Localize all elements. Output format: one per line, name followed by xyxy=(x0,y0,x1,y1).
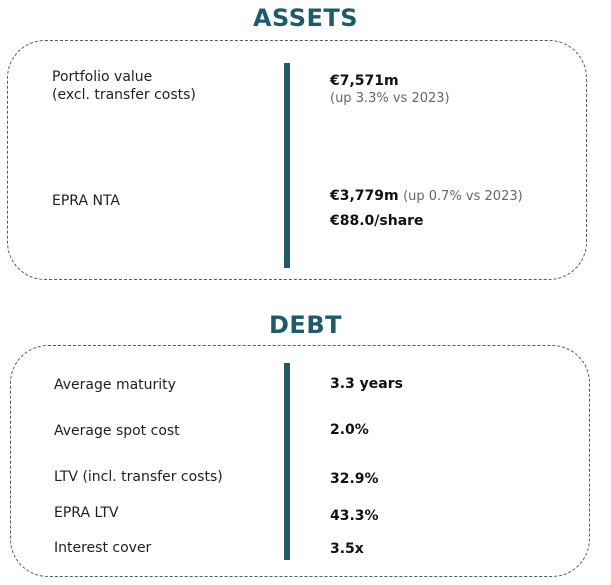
debt-label-interest-cover: Interest cover xyxy=(54,540,152,556)
nta-change: (up 0.7% vs 2023) xyxy=(403,189,523,204)
portfolio-label-line1: Portfolio value xyxy=(52,69,153,85)
nta-value-line xyxy=(330,187,523,206)
assets-divider xyxy=(284,63,290,268)
debt-title: DEBT xyxy=(269,311,342,339)
nta-per-share: €88.0/share xyxy=(330,213,424,229)
portfolio-value: €7,571m xyxy=(330,73,399,89)
debt-label-epra-ltv: EPRA LTV xyxy=(54,505,119,521)
debt-label-avg-maturity: Average maturity xyxy=(54,377,176,393)
nta-value: €3,779m xyxy=(330,188,399,204)
debt-label-ltv: LTV (incl. transfer costs) xyxy=(54,469,223,485)
debt-value-avg-maturity: 3.3 years xyxy=(330,376,403,392)
assets-title: ASSETS xyxy=(252,4,359,32)
nta-label: EPRA NTA xyxy=(52,193,120,209)
debt-divider xyxy=(284,363,290,560)
portfolio-label-line2: (excl. transfer costs) xyxy=(52,87,196,103)
debt-value-avg-spot-cost: 2.0% xyxy=(330,422,369,438)
portfolio-value-label xyxy=(52,68,196,104)
debt-value-ltv: 32.9% xyxy=(330,471,379,487)
debt-value-epra-ltv: 43.3% xyxy=(330,508,379,524)
portfolio-change: (up 3.3% vs 2023) xyxy=(330,91,450,106)
debt-value-interest-cover: 3.5x xyxy=(330,541,364,557)
debt-label-avg-spot-cost: Average spot cost xyxy=(54,423,180,439)
